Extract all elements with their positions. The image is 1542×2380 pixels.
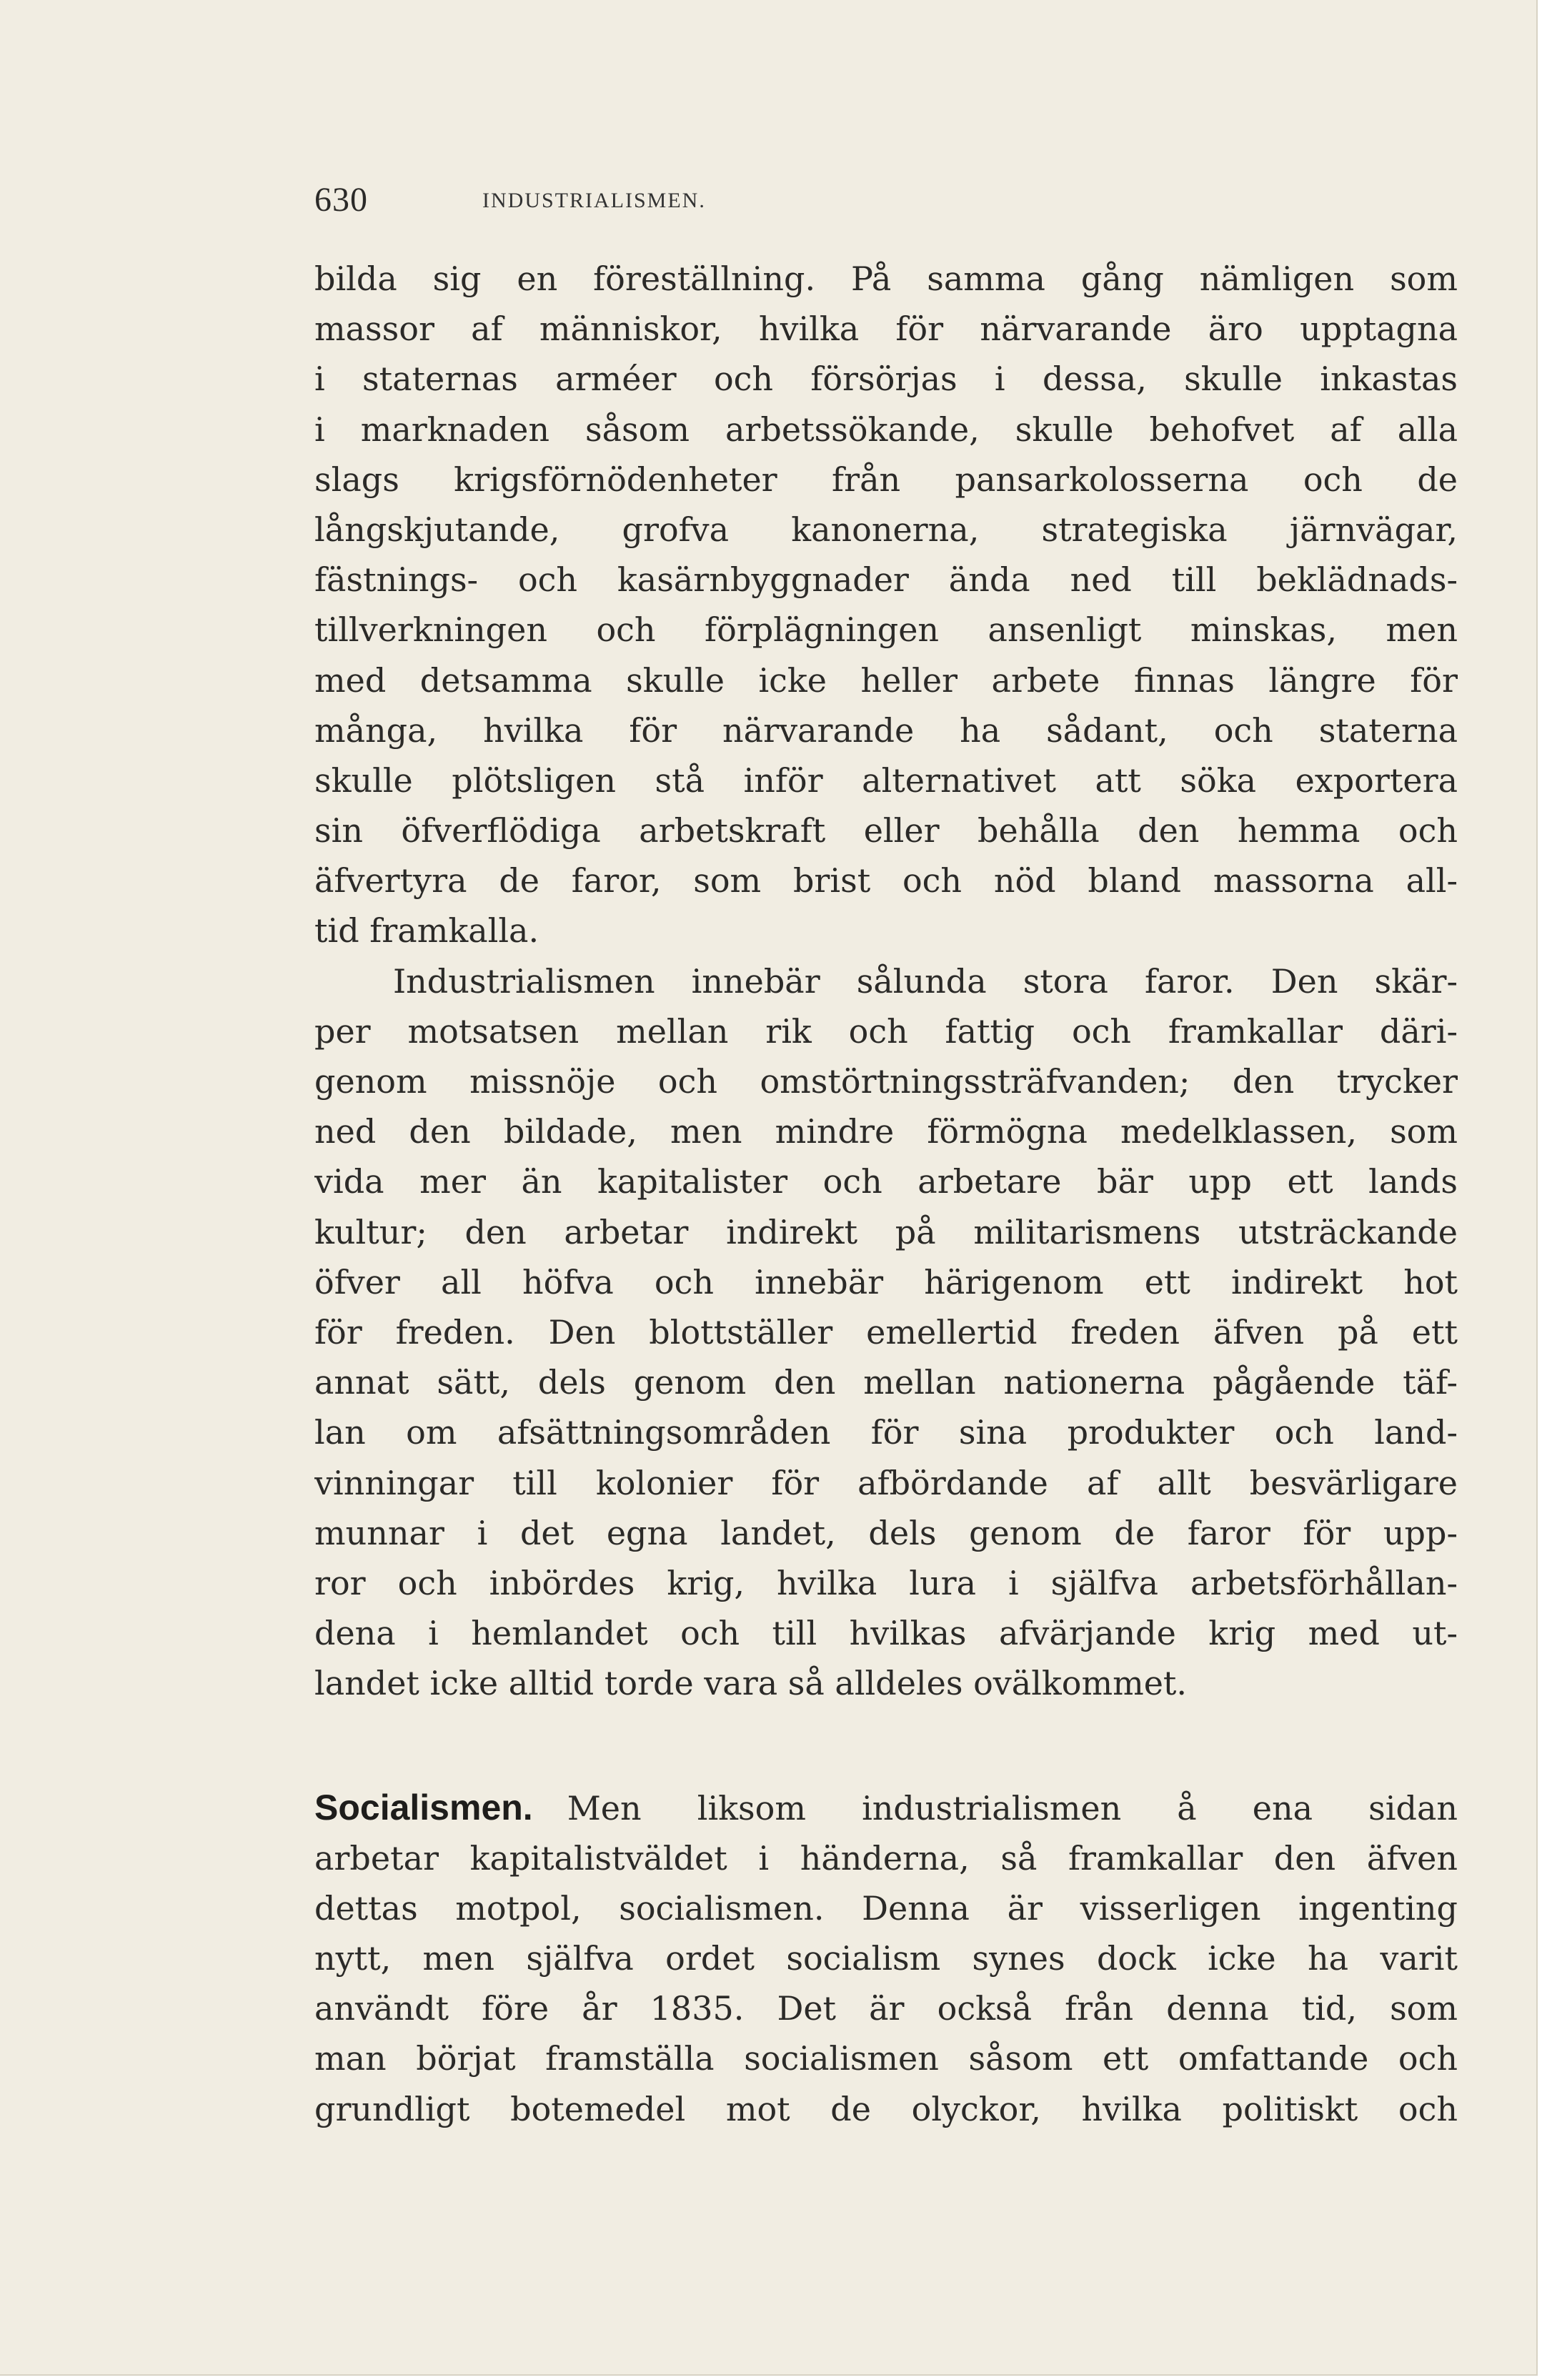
text-line: per motsatsen mellan rik och fattig och framkallar däri- [314, 1011, 1458, 1051]
text-line: grundligt botemedel mot de olyckor, hvilka politiskt och [314, 2089, 1458, 2128]
section-socialismen [314, 1782, 1458, 2133]
text-line: öfver all höfva och innebär härigenom ett indirekt hot [314, 1262, 1458, 1301]
text-line: ned den bildade, men mindre förmögna medelklassen, som [314, 1112, 1458, 1151]
text-line: annat sätt, dels genom den mellan nationerna pågående täf- [314, 1363, 1458, 1402]
text-line: i marknaden såsom arbetssökande, skulle behofvet af alla [314, 410, 1458, 449]
text-line: Industrialismen innebär sålunda stora faror. Den skär- [393, 961, 1458, 1001]
text-line: dena i hemlandet och till hvilkas afvärjande krig med ut- [314, 1614, 1458, 1653]
text-line: vida mer än kapitalister och arbetare bär upp ett lands [314, 1162, 1458, 1201]
text-line: munnar i det egna landet, dels genom de faror för upp- [314, 1513, 1458, 1552]
text-line: tid framkalla. [314, 911, 539, 951]
text-line: lan om afsättningsområden för sina produkter och land- [314, 1413, 1458, 1452]
text-line: med detsamma skulle icke heller arbete finnas längre för [314, 660, 1458, 700]
text-line: i staternas arméer och försörjas i dessa, skulle inkastas [314, 360, 1458, 399]
text-line: skulle plötsligen stå inför alternativet att söka exportera [314, 760, 1458, 800]
text-line: Men liksom industrialismen å ena sidan [567, 1789, 1458, 1828]
section-divider-space [314, 1708, 1458, 1782]
text-line: slags krigsförnödenheter från pansarkolosserna och de [314, 460, 1458, 499]
paragraph [314, 254, 1458, 956]
body-text [314, 254, 1458, 2134]
text-line: äfvertyra de faror, som brist och nöd bland massorna all- [314, 861, 1458, 901]
text-line: dettas motpol, socialismen. Denna är visserligen ingenting [314, 1888, 1458, 1928]
text-line: användt före år 1835. Det är också från denna tid, som [314, 1989, 1458, 2028]
page-number: 630 [314, 181, 368, 219]
text-line: fästnings- och kasärnbyggnader ända ned till beklädnads- [314, 560, 1458, 600]
text-line: massor af människor, hvilka för närvarande äro upptagna [314, 309, 1458, 349]
text-line: tillverkningen och förplägningen ansenligt minskas, men [314, 610, 1458, 650]
text-line: många, hvilka för närvarande ha sådant, och staterna [314, 710, 1458, 750]
section-first-line [314, 1782, 1458, 1833]
paragraph [314, 956, 1458, 1709]
text-line: för freden. Den blottställer emellertid freden äfven på ett [314, 1312, 1458, 1352]
running-header [314, 180, 1472, 223]
text-line: kultur; den arbetar indirekt på militarismens utsträckande [314, 1212, 1458, 1251]
text-line: bilda sig en föreställning. På samma gång nämligen som [314, 259, 1458, 298]
text-line: man börjat framställa socialismen såsom ett omfattande och [314, 2039, 1458, 2078]
text-line: landet icke alltid torde vara så alldeles ovälkommet. [314, 1664, 1188, 1703]
text-line: långskjutande, grofva kanonerna, strategiska järnvägar, [314, 510, 1458, 549]
running-title: INDUSTRIALISMEN. [482, 189, 706, 212]
text-line: arbetar kapitalistväldet i händerna, så framkallar den äfven [314, 1838, 1458, 1878]
text-line: genom missnöje och omstörtningssträfvanden; den trycker [314, 1062, 1458, 1101]
text-line: sin öfverflödiga arbetskraft eller behålla den hemma och [314, 811, 1458, 851]
text-line: vinningar till kolonier för afbördande af allt besvärligare [314, 1463, 1458, 1502]
text-line: ror och inbördes krig, hvilka lura i själfva arbetsförhållan- [314, 1563, 1458, 1602]
text-line: nytt, men själfva ordet socialism synes dock icke ha varit [314, 1939, 1458, 1978]
section-heading: Socialismen. [314, 1788, 533, 1828]
